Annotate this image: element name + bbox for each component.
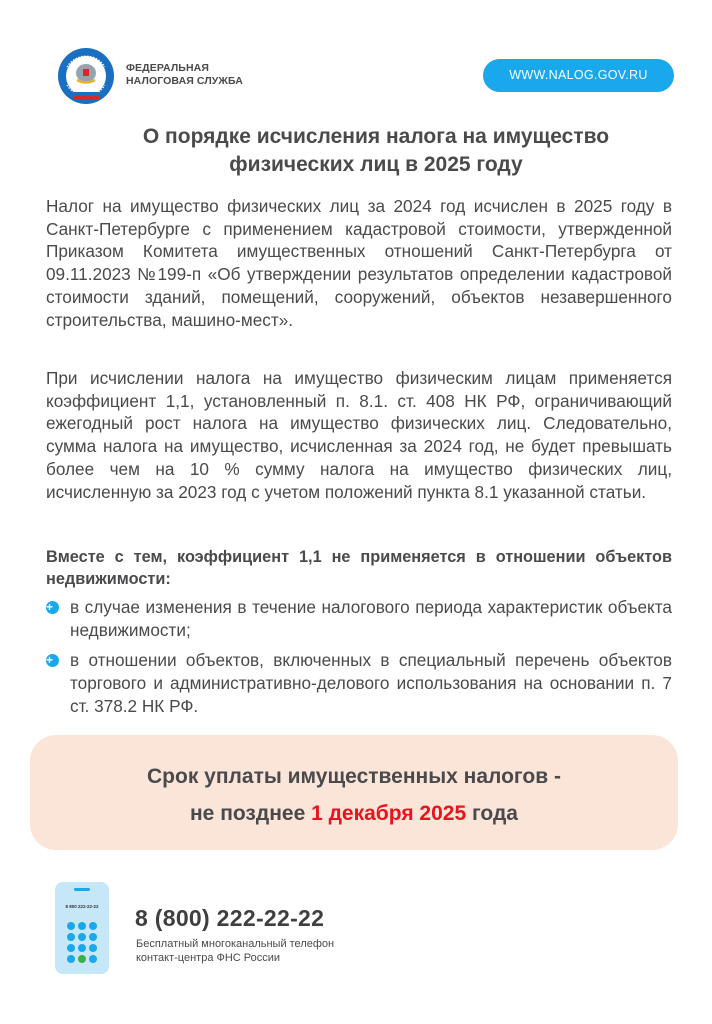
deadline-prefix: не позднее bbox=[190, 802, 312, 825]
org-name bbox=[126, 62, 243, 88]
hotline-phone-number[interactable]: 8 (800) 222-22-22 bbox=[135, 905, 325, 931]
header bbox=[0, 0, 712, 115]
fns-emblem-icon bbox=[57, 47, 115, 105]
deadline-suffix: года bbox=[466, 802, 518, 825]
keypad-dot bbox=[78, 933, 86, 941]
phone-screen-text: 8 800 222-22-22 bbox=[65, 904, 99, 909]
exceptions-lead: Вместе с тем, коэффициент 1,1 не применяется в отношении объектов недвижимости: bbox=[46, 548, 672, 588]
phone-speaker bbox=[74, 888, 90, 891]
deadline-line2 bbox=[30, 800, 678, 828]
deadline-callout bbox=[30, 735, 678, 850]
paragraph-coefficient: При исчислении налога на имущество физическим лицам применяется коэффициент 1,1, установленный п. 8.1. ст. 408 НК РФ, ограничивающий ежегодный рост налога на имущество физических лиц. Следовательно, сумма налога на имущество, исчисленная за 2024 год, не будет превышать более чем на 10 % сумму налога на имущество физических лиц, исчисленную за 2023 год с учетом положений пункта 8.1 указанной статьи. bbox=[46, 368, 672, 502]
keypad-dot bbox=[67, 955, 75, 963]
keypad-dot bbox=[78, 944, 86, 952]
list-item bbox=[46, 649, 672, 717]
plus-circle-icon: + bbox=[46, 601, 59, 614]
keypad-dot bbox=[89, 955, 97, 963]
website-link-button[interactable]: WWW.NALOG.GOV.RU bbox=[483, 59, 674, 92]
hotline-desc-line1: Бесплатный многоканальный телефон bbox=[136, 938, 335, 950]
keypad-dot bbox=[89, 944, 97, 952]
page-title-line1: О порядке исчисления налога на имущество bbox=[142, 125, 610, 148]
keypad-dot bbox=[67, 922, 75, 930]
plus-circle-icon: + bbox=[46, 654, 59, 667]
page-title bbox=[80, 123, 672, 179]
paragraph-cadastral: Налог на имущество физических лиц за 2024 год исчислен в 2025 году в Санкт-Петербурге с применением кадастровой стоимости, утвержденной Приказом Комитета имущественных отношений Санкт-Петербурга от 09.11.2023 №199-п «Об утверждении результатов определении кадастровой стоимости зданий, помещений, сооружений, объектов незавершенного строительства, машино-мест». bbox=[46, 196, 672, 330]
list-item bbox=[46, 596, 672, 641]
keypad-dot bbox=[67, 933, 75, 941]
org-name-line2: НАЛОГОВАЯ СЛУЖБА bbox=[126, 75, 243, 87]
keypad-dot bbox=[89, 933, 97, 941]
hotline-desc-line2: контакт-центра ФНС России bbox=[136, 952, 281, 964]
keypad-dot bbox=[78, 922, 86, 930]
org-name-line1: ФЕДЕРАЛЬНАЯ bbox=[126, 62, 209, 74]
keypad-dot-call bbox=[78, 955, 86, 963]
list-item-text: в случае изменения в течение налогового периода характеристик объекта недвижимости; bbox=[70, 597, 672, 640]
exceptions-list bbox=[46, 596, 672, 726]
page-title-line2: физических лиц в 2025 году bbox=[229, 153, 523, 176]
keypad-dot bbox=[67, 944, 75, 952]
keypad bbox=[67, 922, 97, 963]
keypad-dot bbox=[89, 922, 97, 930]
deadline-line1: Срок уплаты имущественных налогов - bbox=[147, 765, 561, 788]
deadline-date: 1 декабря 2025 bbox=[311, 802, 467, 825]
phone-keypad-icon bbox=[55, 882, 109, 974]
hotline-description bbox=[136, 937, 334, 965]
list-item-text: в отношении объектов, включенных в специальный перечень объектов торгового и административно-делового использования на основании п. 7 ст. 378.2 НК РФ. bbox=[70, 650, 672, 716]
